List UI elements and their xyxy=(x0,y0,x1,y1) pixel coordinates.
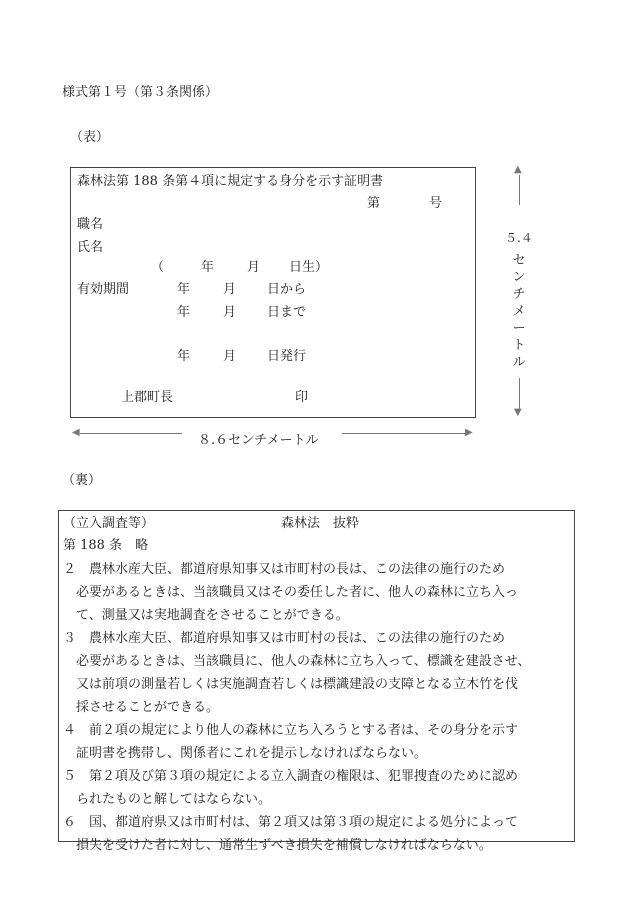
paragraph-line: 第２項及び第３項の規定による立入調査の権限は、犯罪捜査のために認め xyxy=(76,769,519,784)
paragraph-line: 採させることができる。 xyxy=(76,700,220,715)
back-header-center: 森林法 抜粋 xyxy=(281,516,360,531)
field-shimei: 氏名 xyxy=(77,240,104,255)
height-unit-char: チ xyxy=(512,287,526,302)
field-yuko-kikan: 有効期間 xyxy=(77,282,130,297)
issuer-name: 上郡町長 xyxy=(121,390,174,405)
back-header-left: （立入調査等） xyxy=(63,516,155,531)
form-title: 様式第１号（第３条関係） xyxy=(62,85,219,100)
issue-tsuki: 月 xyxy=(223,349,237,364)
field-shokumei: 職名 xyxy=(77,217,104,232)
certificate-card-back xyxy=(58,510,575,853)
paragraph-number: ４ xyxy=(63,723,77,738)
to-nen: 年 xyxy=(177,305,191,320)
paragraph-number: ２ xyxy=(63,562,77,577)
height-unit-char: メ xyxy=(512,304,526,319)
number-go: 号 xyxy=(429,196,443,211)
width-line-right xyxy=(342,433,466,434)
paragraph-line: て、測量又は実地調査をさせることができる。 xyxy=(76,608,349,623)
number-dai: 第 xyxy=(367,196,381,211)
birth-open: （ xyxy=(151,260,165,275)
height-unit-char: ン xyxy=(512,270,526,285)
width-value: ８.６センチメートル xyxy=(198,433,319,448)
height-unit-char: ル xyxy=(512,355,526,370)
birth-tsuki: 月 xyxy=(247,260,261,275)
certificate-card-front xyxy=(70,167,476,418)
height-line-bottom xyxy=(519,378,520,410)
paragraph-line: 損失を受けた者に対し、通常生ずべき損失を補償しなければならない。 xyxy=(76,838,492,853)
height-unit-char: セ xyxy=(512,253,526,268)
seal-mark: 印 xyxy=(295,390,309,405)
paragraph-line: 証明書を携帯し、関係者にこれを提示しなければならない。 xyxy=(76,746,428,761)
paragraph-number: ６ xyxy=(63,815,77,830)
paragraph-line: られたものと解してはならない。 xyxy=(76,792,272,807)
to-tsuki: 月 xyxy=(223,305,237,320)
arrow-right-icon: ▶ xyxy=(465,427,473,438)
birth-close: 日生） xyxy=(289,260,329,275)
to-hi: 日まで xyxy=(267,305,307,320)
paragraph-line: 必要があるときは、当該職員又はその委任した者に、他人の森林に立ち入っ xyxy=(76,585,519,600)
from-tsuki: 月 xyxy=(223,282,237,297)
paragraph-line: 農林水産大臣、都道府県知事又は市町村の長は、この法律の施行のため xyxy=(76,562,506,577)
paragraph-line: 又は前項の測量若しくは実施調査若しくは標識建設の支障となる立木竹を伐 xyxy=(76,677,519,692)
height-unit xyxy=(512,252,526,371)
paragraph-line: 必要があるときは、当該職員に、他人の森林に立ち入って、標識を建設させ、 xyxy=(76,654,531,669)
back-label: （裏） xyxy=(62,473,102,488)
paragraph-line: 農林水産大臣、都道府県知事又は市町村の長は、この法律の施行のため xyxy=(76,631,506,646)
arrow-left-icon: ◀ xyxy=(72,427,80,438)
height-unit-char: ー xyxy=(512,321,526,336)
arrow-up-icon: ▲ xyxy=(514,164,522,175)
certificate-title: 森林法第 188 条第４項に規定する身分を示す証明書 xyxy=(77,174,384,189)
front-label: （表） xyxy=(70,130,110,145)
arrow-down-icon: ▼ xyxy=(514,407,522,418)
paragraph-line: 国、都道府県又は市町村は、第２項又は第３項の規定による処分によって xyxy=(76,815,519,830)
height-line-top xyxy=(519,175,520,205)
article-title: 第 188 条 略 xyxy=(63,538,149,553)
paragraph-line: 前２項の規定により他人の森林に立ち入ろうとする者は、その身分を示す xyxy=(76,723,519,738)
issue-nen: 年 xyxy=(177,349,191,364)
height-unit-char: ト xyxy=(512,338,526,353)
paragraph-number: ５ xyxy=(63,769,77,784)
birth-nen: 年 xyxy=(201,260,215,275)
issue-hi: 日発行 xyxy=(267,349,307,364)
width-line-left xyxy=(80,433,182,434)
height-value: ５.４ xyxy=(505,231,533,245)
paragraph-number: ３ xyxy=(63,631,77,646)
from-hi: 日から xyxy=(267,282,307,297)
from-nen: 年 xyxy=(177,282,191,297)
